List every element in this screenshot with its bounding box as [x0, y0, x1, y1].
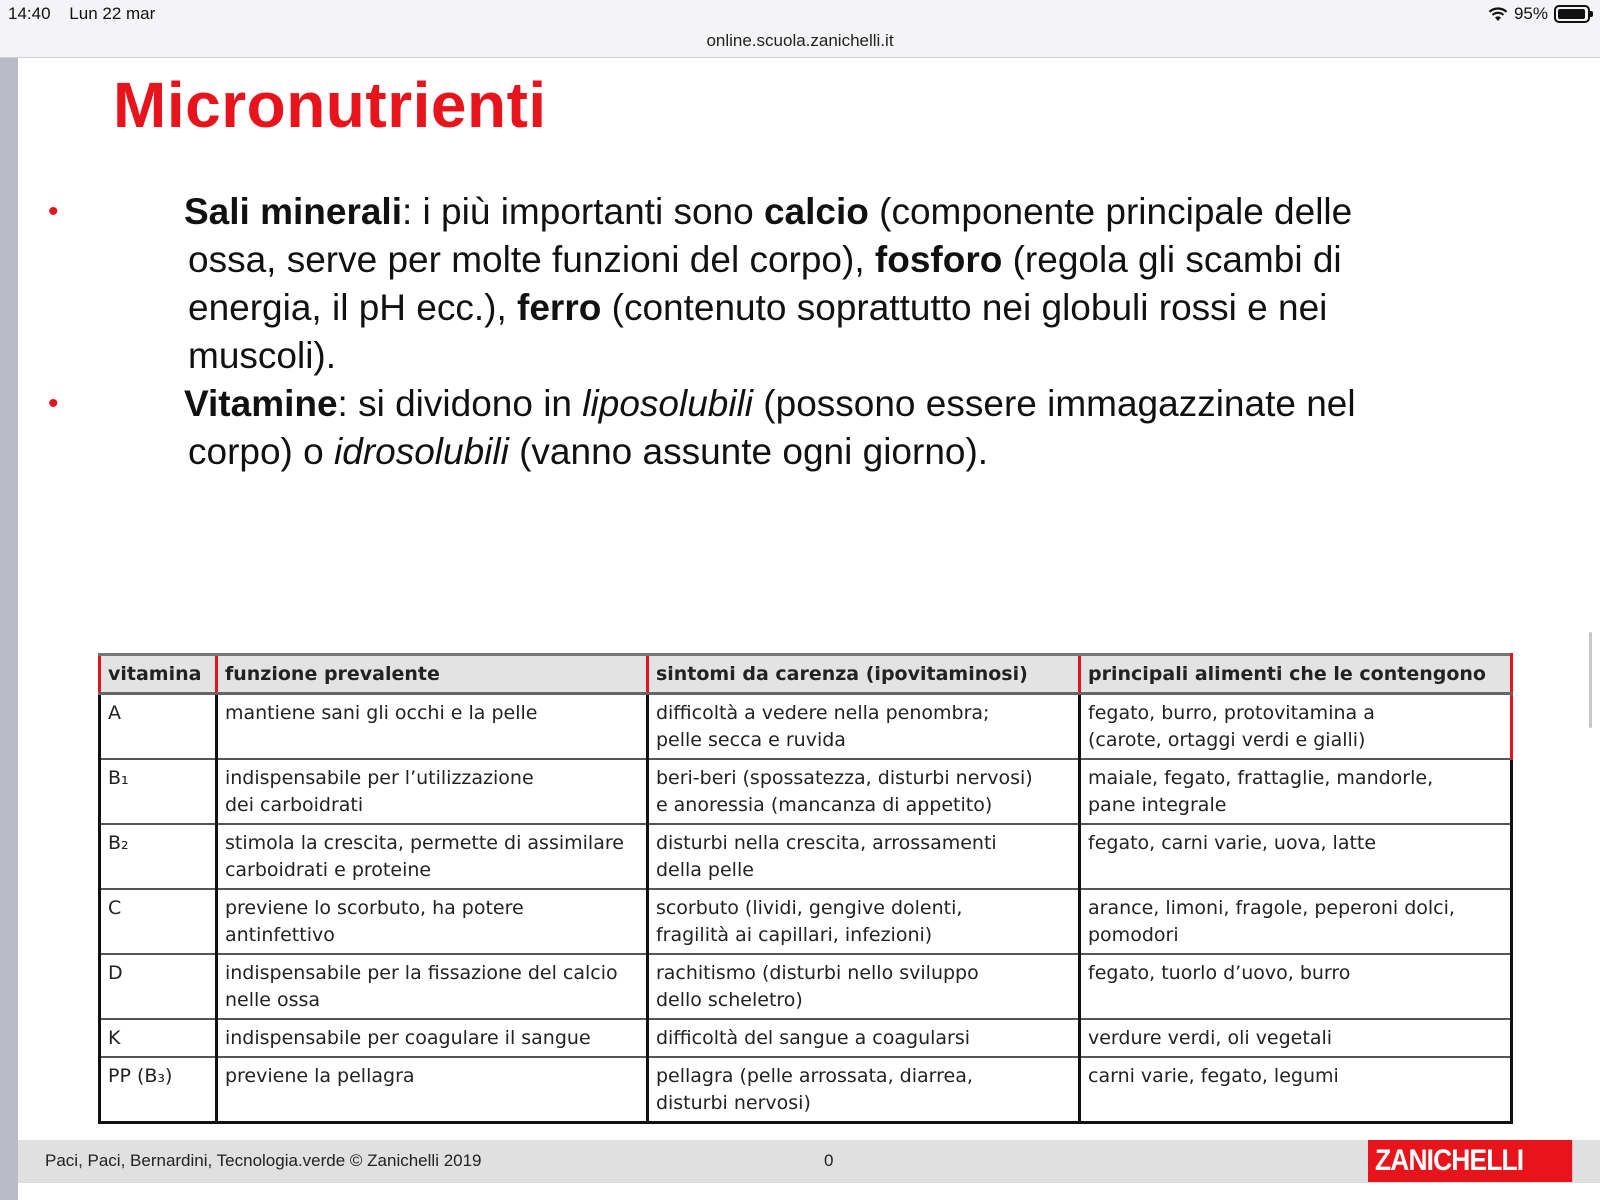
table-row	[100, 824, 1512, 889]
header-alimenti: principali alimenti che le contengono	[1080, 655, 1512, 694]
cell-line: disturbi nella crescita, arrossamenti	[655, 832, 997, 854]
bullet-segment: idrosolubili	[334, 431, 509, 472]
cell-funzione	[216, 954, 647, 1019]
cell-vitamina: K	[100, 1019, 217, 1057]
cell-vitamina: A	[100, 694, 217, 760]
bullet-segment: : i più importanti sono	[402, 191, 764, 232]
cell-sintomi	[647, 759, 1079, 824]
cell-funzione	[216, 1019, 647, 1057]
cell-line: disturbi nervosi)	[655, 1092, 811, 1114]
bullet-list	[48, 188, 1448, 476]
bullet-dot-icon: •	[48, 195, 59, 228]
bullet-text	[184, 188, 1448, 380]
cell-line: beri-beri (spossatezza, disturbi nervosi)	[655, 767, 1033, 789]
cell-line: difficoltà del sangue a coagularsi	[655, 1027, 971, 1049]
cell-alimenti	[1080, 694, 1512, 760]
cell-vitamina: B₂	[100, 824, 217, 889]
page-number: 0	[824, 1151, 834, 1170]
cell-alimenti	[1080, 1019, 1512, 1057]
header-vitamina: vitamina	[100, 655, 217, 694]
bullet-segment: (possono essere immagazzinate nel corpo) o	[188, 383, 1356, 472]
bullet-segment: calcio	[763, 191, 869, 232]
cell-line: fegato, burro, protovitamina a	[1088, 702, 1375, 724]
cell-funzione	[216, 759, 647, 824]
cell-line: stimola la crescita, permette di assimilare	[224, 832, 624, 854]
status-right	[1488, 4, 1590, 24]
cell-line: indispensabile per l’utilizzazione	[224, 767, 534, 789]
bullet-item	[48, 380, 1448, 476]
cell-sintomi	[647, 1057, 1079, 1123]
header-sintomi: sintomi da carenza (ipovitaminosi)	[647, 655, 1079, 694]
cell-line: verdure verdi, oli vegetali	[1088, 1027, 1333, 1049]
cell-line: arance, limoni, fragole, peperoni dolci,	[1088, 897, 1455, 919]
bullet-dot-icon: •	[48, 387, 59, 420]
status-bar	[0, 0, 1600, 28]
bullet-segment: Vitamine	[184, 383, 338, 424]
bullet-segment: Sali minerali	[184, 191, 402, 232]
cell-line: fegato, tuorlo d’uovo, burro	[1088, 962, 1351, 984]
cell-line: pane integrale	[1088, 794, 1227, 816]
cell-vitamina: B₁	[100, 759, 217, 824]
cell-line: fragilità ai capillari, infezioni)	[655, 924, 933, 946]
bullet-segment: (contenuto soprattutto nei globuli rossi e nei muscoli).	[188, 287, 1328, 376]
wifi-icon	[1488, 6, 1508, 22]
cell-line: della pelle	[655, 859, 754, 881]
cell-line: nelle ossa	[224, 989, 321, 1011]
bullet-segment: ferro	[517, 287, 602, 328]
cell-funzione	[216, 1057, 647, 1123]
table-row	[100, 1057, 1512, 1123]
cell-line: scorbuto (lividi, gengive dolenti,	[655, 897, 963, 919]
cell-line: mantiene sani gli occhi e la pelle	[224, 702, 538, 724]
status-time: 14:40	[8, 4, 51, 23]
cell-line: fegato, carni varie, uova, latte	[1088, 832, 1377, 854]
cell-line: previene lo scorbuto, ha potere antinfettivo	[224, 897, 524, 946]
cell-sintomi	[647, 824, 1079, 889]
slide-footer	[18, 1140, 1600, 1182]
cell-alimenti	[1080, 889, 1512, 954]
footer-credit: Paci, Paci, Bernardini, Tecnologia.verde © Zanichelli 2019	[45, 1151, 482, 1170]
cell-vitamina: C	[100, 889, 217, 954]
cell-funzione	[216, 889, 647, 954]
bottom-strip	[18, 1182, 1600, 1200]
status-date: Lun 22 mar	[69, 4, 156, 23]
battery-icon	[1554, 5, 1590, 23]
cell-line: dello scheletro)	[655, 989, 803, 1011]
cell-line: pomodori	[1088, 924, 1179, 946]
cell-line: maiale, fegato, frattaglie, mandorle,	[1088, 767, 1434, 789]
scrollbar[interactable]	[1589, 632, 1592, 728]
cell-line: (carote, ortaggi verdi e gialli)	[1088, 729, 1366, 751]
table-row	[100, 889, 1512, 954]
cell-sintomi	[647, 954, 1079, 1019]
table-header-row	[100, 655, 1512, 694]
cell-funzione	[216, 694, 647, 760]
bullet-segment: fosforo	[874, 239, 1003, 280]
cell-alimenti	[1080, 954, 1512, 1019]
header-funzione: funzione prevalente	[216, 655, 647, 694]
cell-line: rachitismo (disturbi nello sviluppo	[655, 962, 979, 984]
bullet-text	[184, 380, 1448, 476]
battery-fill	[1558, 9, 1585, 19]
cell-alimenti	[1080, 824, 1512, 889]
cell-line: dei carboidrati	[224, 794, 364, 816]
bullet-segment: liposolubili	[582, 383, 754, 424]
cell-line: pellagra (pelle arrossata, diarrea,	[655, 1065, 973, 1087]
bullet-segment: (componente principale delle ossa, serve per molte funzioni del corpo),	[188, 191, 1353, 280]
status-left	[8, 4, 169, 24]
slide-title: Micronutrienti	[113, 69, 547, 141]
bullet-segment: : si dividono in	[337, 383, 583, 424]
table-row	[100, 694, 1512, 760]
table-row	[100, 954, 1512, 1019]
zanichelli-logo: ZANICHELLI	[1368, 1140, 1572, 1182]
cell-funzione	[216, 824, 647, 889]
cell-sintomi	[647, 694, 1079, 760]
cell-sintomi	[647, 1019, 1079, 1057]
cell-line: pelle secca e ruvida	[655, 729, 846, 751]
cell-sintomi	[647, 889, 1079, 954]
cell-alimenti	[1080, 759, 1512, 824]
left-gutter	[0, 58, 18, 1200]
cell-line: indispensabile per la fissazione del calcio	[224, 962, 618, 984]
cell-line: previene la pellagra	[224, 1065, 415, 1087]
cell-alimenti	[1080, 1057, 1512, 1123]
address-bar[interactable]	[0, 28, 1600, 58]
vitamin-table	[98, 653, 1513, 1124]
battery-percent: 95%	[1513, 4, 1548, 23]
cell-line: indispensabile per coagulare il sangue	[224, 1027, 591, 1049]
cell-vitamina: PP (B₃)	[100, 1057, 217, 1123]
cell-line: carni varie, fegato, legumi	[1088, 1065, 1339, 1087]
cell-line: difficoltà a vedere nella penombra;	[655, 702, 990, 724]
table-row	[100, 759, 1512, 824]
table-row	[100, 1019, 1512, 1057]
table-body	[100, 694, 1512, 1123]
cell-line: e anoressia (mancanza di appetito)	[655, 794, 993, 816]
bullet-segment: (regola gli scambi di energia, il pH ecc.),	[188, 239, 1342, 328]
bullet-segment: (vanno assunte ogni giorno).	[508, 431, 989, 472]
slide	[18, 58, 1600, 1200]
url-text[interactable]: online.scuola.zanichelli.it	[706, 31, 894, 50]
cell-line: carboidrati e proteine	[224, 859, 432, 881]
cell-vitamina: D	[100, 954, 217, 1019]
bullet-item	[48, 188, 1448, 380]
